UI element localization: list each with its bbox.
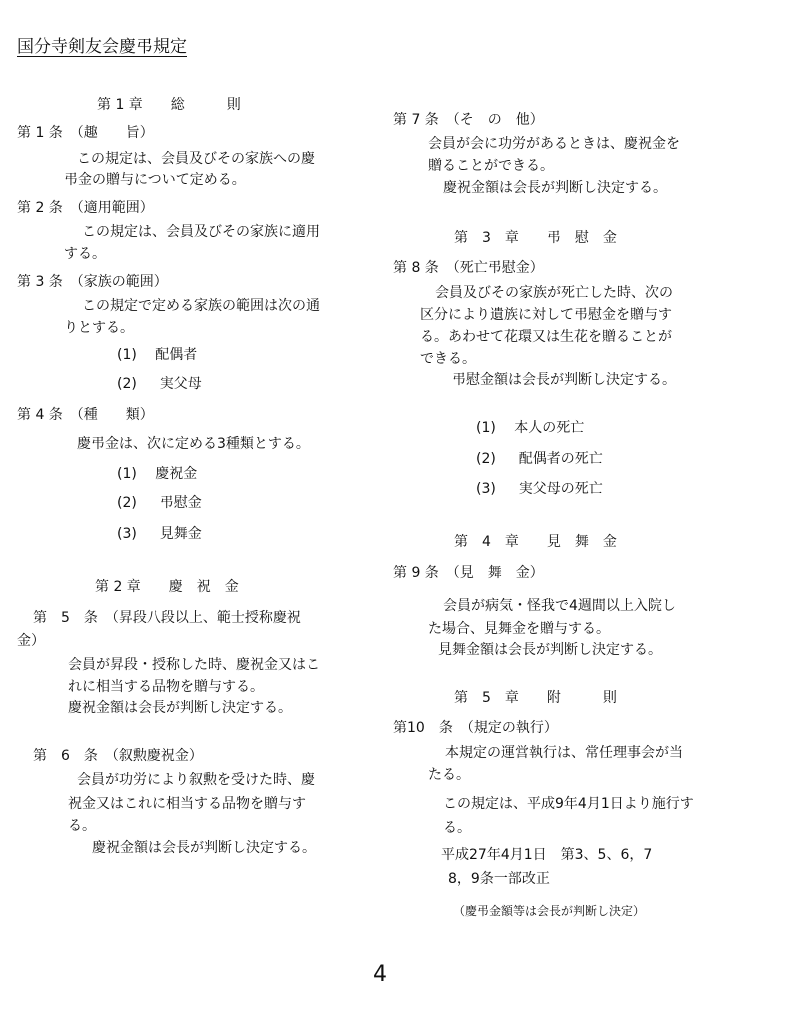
- chapter-heading: 第 1 章 総 則: [97, 97, 241, 113]
- body-line: 会員が昇段・授称した時、慶祝金又はこ: [68, 657, 320, 673]
- body-line: る。: [443, 820, 471, 836]
- list-item: (1) 本人の死亡: [476, 420, 585, 436]
- chapter-heading: 第 4 章 見 舞 金: [454, 534, 617, 550]
- article-heading: 第 8 条 （死亡弔慰金）: [393, 260, 544, 276]
- body-line: 会員が病気・怪我で4週間以上入院し: [443, 598, 676, 614]
- article-heading: 第 1 条 （趣 旨）: [17, 125, 154, 141]
- document-title: 国分寺剣友会慶弔規定: [17, 37, 187, 57]
- page-number: 4: [373, 962, 387, 987]
- body-line: 金）: [17, 633, 45, 649]
- list-item: (1) 配偶者: [117, 347, 198, 363]
- chapter-heading: 第 5 章 附 則: [454, 690, 617, 706]
- chapter-heading: 第 2 章 慶 祝 金: [95, 579, 239, 595]
- body-line: する。: [64, 246, 106, 262]
- article-heading: 第 7 条 （そ の 他）: [393, 112, 544, 128]
- body-line: た場合、見舞金を贈与する。: [428, 621, 610, 637]
- body-line: できる。: [420, 351, 476, 367]
- article-heading: 第10 条 （規定の執行）: [393, 720, 558, 736]
- body-line: この規定は、会員及びその家族への慶: [77, 151, 315, 167]
- chapter-heading: 第 3 章 弔 慰 金: [454, 230, 617, 246]
- list-item: (1) 慶祝金: [117, 466, 198, 482]
- article-heading: 第 4 条 （種 類）: [17, 407, 154, 423]
- article-heading: 第 3 条 （家族の範囲）: [17, 274, 168, 290]
- article-heading: 第 2 条 （適用範囲）: [17, 200, 154, 216]
- body-line: この規定は、会員及びその家族に適用: [82, 224, 320, 240]
- list-item: (2) 配偶者の死亡: [476, 451, 603, 467]
- body-line: 弔金の贈与について定める。: [64, 172, 246, 188]
- body-line: 弔慰金額は会長が判断し決定する。: [452, 372, 676, 388]
- list-item: (2) 弔慰金: [117, 495, 202, 511]
- body-line: 祝金又はこれに相当する品物を贈与す: [68, 796, 306, 812]
- body-line: 8，9条一部改正: [448, 871, 550, 887]
- body-line: 会員及びその家族が死亡した時、次の: [435, 285, 673, 301]
- body-line: る。あわせて花環又は生花を贈ることが: [420, 329, 672, 345]
- body-line: 本規定の運営執行は、常任理事会が当: [445, 745, 683, 761]
- body-line: れに相当する品物を贈与する。: [68, 679, 264, 695]
- footnote: （慶弔金額等は会長が判断し決定）: [453, 904, 646, 918]
- body-line: 贈ることができる。: [428, 158, 554, 174]
- body-line: る。: [68, 818, 96, 834]
- article-heading: 第 9 条 （見 舞 金）: [393, 565, 544, 581]
- body-line: 区分により遺族に対して弔慰金を贈与す: [420, 307, 672, 323]
- body-line: この規定は、平成9年4月1日より施行す: [443, 796, 694, 812]
- body-line: 慶祝金額は会長が判断し決定する。: [443, 180, 667, 196]
- body-line: 平成27年4月1日 第3、5、6，7: [441, 847, 653, 863]
- body-line: りとする。: [64, 320, 134, 336]
- body-line: 慶弔金は、次に定める3種類とする。: [77, 436, 310, 452]
- body-line: たる。: [428, 767, 470, 783]
- body-line: 見舞金額は会長が判断し決定する。: [438, 642, 662, 658]
- body-line: 会員が功労により叙勲を受けた時、慶: [77, 772, 315, 788]
- body-line: 会員が会に功労があるときは、慶祝金を: [428, 136, 680, 152]
- list-item: (3) 見舞金: [117, 526, 202, 542]
- list-item: (2) 実父母: [117, 376, 202, 392]
- article-heading: 第 6 条 （叙勲慶祝金）: [33, 748, 203, 764]
- body-line: この規定で定める家族の範囲は次の通: [82, 298, 320, 314]
- body-line: 慶祝金額は会長が判断し決定する。: [68, 700, 292, 716]
- body-line: 慶祝金額は会長が判断し決定する。: [92, 840, 316, 856]
- list-item: (3) 実父母の死亡: [476, 481, 603, 497]
- article-heading: 第 5 条 （昇段八段以上、範士授称慶祝: [33, 610, 301, 626]
